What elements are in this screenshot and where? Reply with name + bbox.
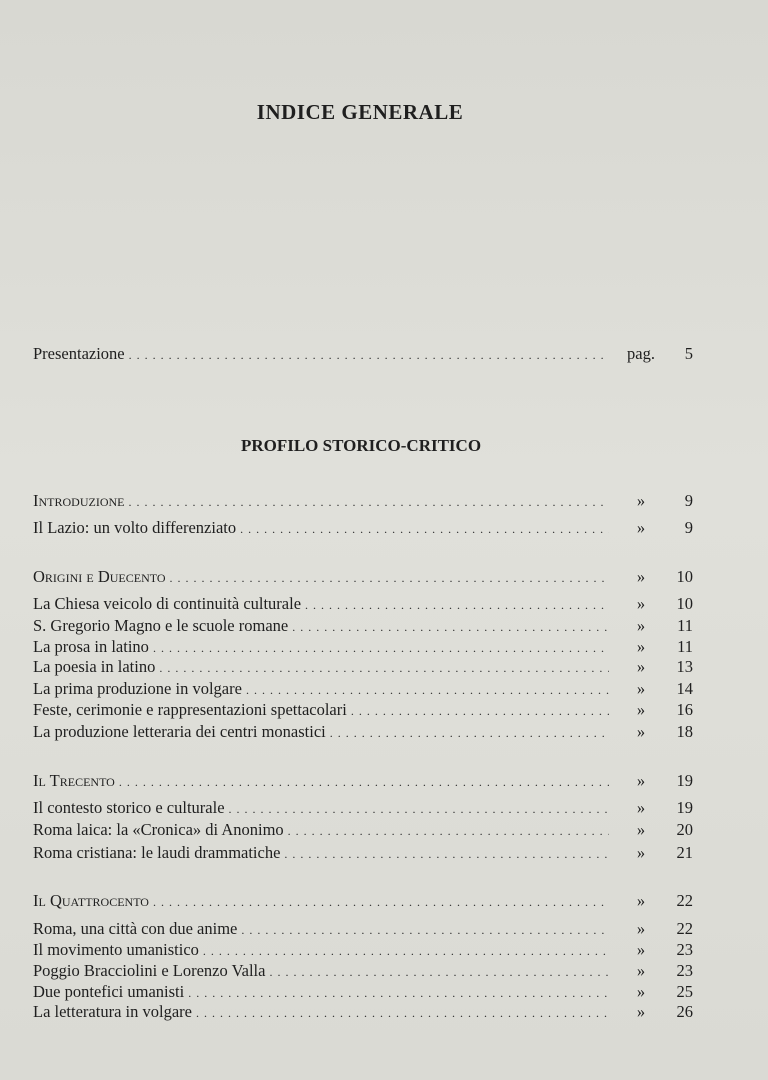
toc-entry-label: Roma laica: la «Cronica» di Anonimo: [33, 820, 284, 839]
leader-dots: [240, 518, 609, 540]
ditto-mark: »: [636, 1002, 646, 1021]
leader-dots: [284, 843, 609, 865]
ditto-mark: »: [636, 594, 646, 613]
leader-dots: [305, 594, 609, 616]
page-number: 19: [676, 798, 693, 817]
ditto-mark: »: [636, 518, 646, 537]
ditto-mark: »: [636, 657, 646, 676]
toc-entry-label: La produzione letteraria dei centri monastici: [33, 722, 326, 741]
toc-entry: [33, 939, 693, 961]
leader-dots: [269, 961, 609, 983]
toc-section: [33, 890, 693, 912]
toc-entry: [33, 1001, 693, 1023]
ditto-mark: »: [636, 567, 646, 586]
toc-entry-label: Il Trecento: [33, 771, 115, 790]
page-number: 9: [684, 491, 693, 510]
toc-entry-label: La prima produzione in volgare: [33, 679, 242, 698]
leader-dots: [170, 567, 609, 589]
page-number: 23: [676, 940, 693, 959]
toc-entry-label: La poesia in latino: [33, 657, 156, 676]
page-number: 26: [676, 1002, 693, 1021]
page-number: 22: [676, 891, 693, 910]
leader-dots: [351, 700, 609, 722]
page-number: 23: [676, 961, 693, 980]
toc-entry-label: Roma cristiana: le laudi drammatiche: [33, 843, 281, 862]
toc-entry: [33, 615, 693, 637]
toc-entry-label: Il Lazio: un volto differenziato: [33, 518, 237, 537]
page-number: 21: [676, 843, 693, 862]
page-number: 10: [676, 567, 693, 586]
ditto-mark: »: [636, 616, 646, 635]
ditto-mark: »: [636, 491, 646, 510]
toc-entry-label: Introduzione: [33, 491, 125, 510]
page-number: 18: [676, 722, 693, 741]
toc-entry-label: Due pontefici umanisti: [33, 982, 185, 1001]
toc-entry: [33, 960, 693, 982]
page-number: 9: [684, 518, 693, 537]
page-number: 22: [676, 919, 693, 938]
ditto-mark: »: [636, 891, 646, 910]
toc-entry: [33, 918, 693, 940]
page-number: 13: [676, 657, 693, 676]
page-number: 10: [676, 594, 693, 613]
toc-entry-label: S. Gregorio Magno e le scuole romane: [33, 616, 289, 635]
toc-entry: [33, 721, 693, 743]
toc-entry-label: La Chiesa veicolo di continuità culturale: [33, 594, 302, 613]
toc-entry-presentazione: [33, 343, 693, 365]
toc-section: [33, 566, 693, 588]
leader-dots: [159, 657, 609, 679]
toc-entry: [33, 656, 693, 678]
leader-dots: [196, 1002, 609, 1024]
leader-dots: [246, 679, 609, 701]
toc-entry-label: La prosa in latino: [33, 637, 149, 656]
leader-dots: [203, 940, 609, 962]
toc-entry-label: Presentazione: [33, 344, 125, 363]
ditto-mark: »: [636, 982, 646, 1001]
leader-dots: [288, 820, 609, 842]
ditto-mark: »: [636, 940, 646, 959]
leader-dots: [330, 722, 609, 744]
toc-entry-label: Il Quattrocento: [33, 891, 149, 910]
toc-entry-label: Il contesto storico e culturale: [33, 798, 225, 817]
page-number: 19: [676, 771, 693, 790]
ditto-mark: »: [636, 700, 646, 719]
toc-entry: [33, 699, 693, 721]
page-number: 20: [676, 820, 693, 839]
toc-entry: [33, 636, 693, 658]
toc-section: [33, 770, 693, 792]
ditto-mark: »: [636, 637, 646, 656]
toc-section: [33, 490, 693, 512]
ditto-mark: »: [636, 843, 646, 862]
leader-dots: [119, 771, 609, 793]
toc-entry: [33, 593, 693, 615]
toc-entry: [33, 981, 693, 1003]
toc-entry-label: Il movimento umanistico: [33, 940, 199, 959]
page-number: 11: [677, 616, 693, 635]
page-number: 5: [684, 344, 693, 363]
toc-entry-label: Poggio Bracciolini e Lorenzo Valla: [33, 961, 266, 980]
ditto-mark: »: [636, 919, 646, 938]
page-number: 14: [676, 679, 693, 698]
toc-entry: [33, 517, 693, 539]
page-prefix: pag.: [627, 344, 655, 363]
ditto-mark: »: [636, 820, 646, 839]
leader-dots: [129, 344, 609, 366]
section-title: PROFILO STORICO-CRITICO: [240, 436, 482, 455]
ditto-mark: »: [636, 722, 646, 741]
ditto-mark: »: [636, 679, 646, 698]
page-number: 16: [676, 700, 693, 719]
leader-dots: [229, 798, 609, 820]
ditto-mark: »: [636, 961, 646, 980]
leader-dots: [292, 616, 609, 638]
toc-entry: [33, 678, 693, 700]
page-number: 25: [676, 982, 693, 1001]
toc-entry-label: Feste, cerimonie e rappresentazioni spettacolari: [33, 700, 347, 719]
toc-entry-label: Origini e Duecento: [33, 567, 166, 586]
toc-entry: [33, 842, 693, 864]
ditto-mark: »: [636, 771, 646, 790]
leader-dots: [153, 891, 609, 913]
page-title: INDICE GENERALE: [256, 100, 464, 124]
page-number: 11: [677, 637, 693, 656]
ditto-mark: »: [636, 798, 646, 817]
toc-entry-label: La letteratura in volgare: [33, 1002, 192, 1021]
toc-entry-label: Roma, una città con due anime: [33, 919, 238, 938]
toc-entry: [33, 819, 693, 841]
toc-entry: [33, 797, 693, 819]
leader-dots: [128, 491, 609, 513]
leader-dots: [241, 919, 609, 941]
